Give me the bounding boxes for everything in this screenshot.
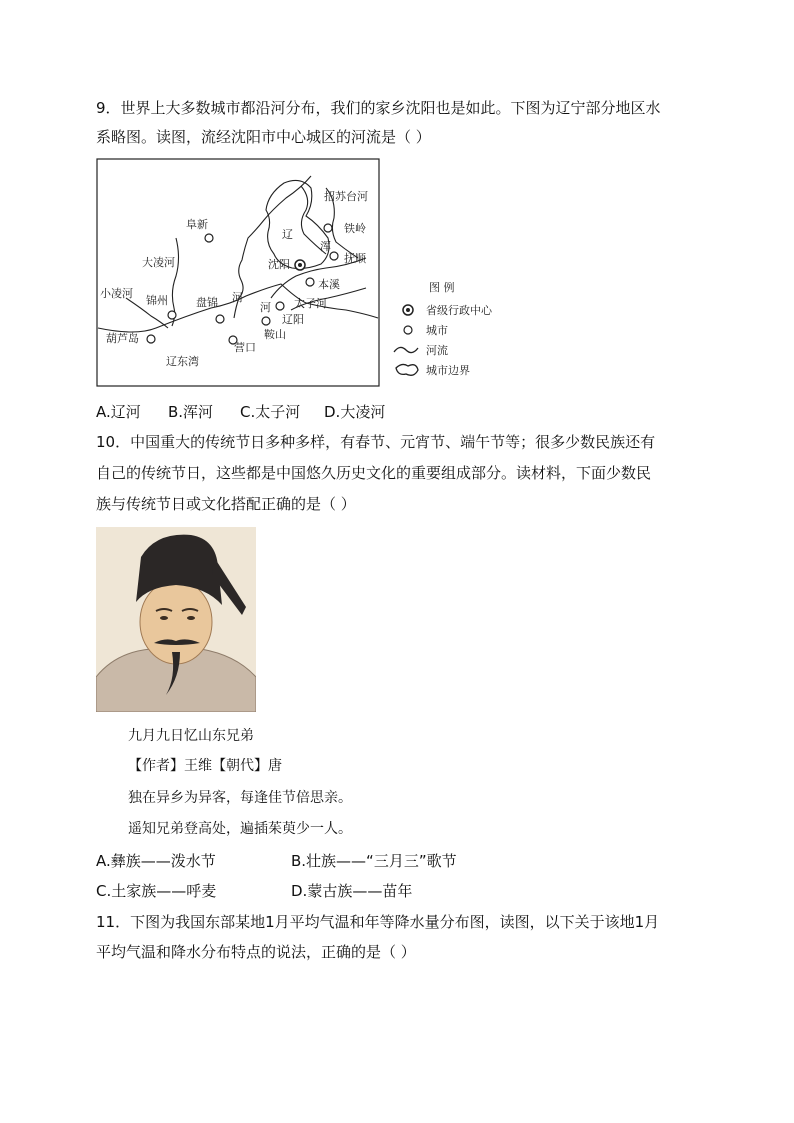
q10-option-d: D.蒙古族——苗年 [291,882,413,900]
legend-river: 河流 [426,344,448,357]
label-panjin: 盘锦 [196,296,218,309]
q9-option-a: A.辽河 [96,403,141,421]
label-jinzhou: 锦州 [146,294,168,307]
q10-option-c: C.土家族——呼麦 [96,882,217,900]
legend-boundary: 城市边界 [426,364,470,377]
label-fuxin: 阜新 [186,218,208,231]
legend-city: 城市 [426,324,448,337]
liaoning-river-map [96,158,508,388]
label-zhaosutai: 招苏台河 [324,190,368,203]
q10-option-b: B.壮族——“三月三”歌节 [291,852,457,870]
label-dalinghe: 大凌河 [142,256,175,269]
label-shenyang: 沈阳 [268,258,290,271]
label-taizihe: 太子河 [294,297,327,310]
q9-text-line2: 系略图。读图，流经沈阳市中心城区的河流是（ ） [96,128,431,146]
city-fushun [330,252,338,260]
city-fuxin [205,234,213,242]
poem-author: 【作者】王维【朝代】唐 [128,758,282,774]
label-yingkou: 营口 [234,341,256,354]
label-benxi: 本溪 [318,278,340,291]
label-anshan: 鞍山 [264,328,286,341]
q10-option-a: A.彝族——泼水节 [96,852,216,870]
q10-text-line2: 自己的传统节日，这些都是中国悠久历史文化的重要组成部分。读材料，下面少数民 [96,464,652,482]
legend-title: 图 例 [429,281,455,294]
q10-text-line3: 族与传统节日或文化搭配正确的是（ ） [96,495,356,513]
q10-options-row1 [96,851,457,871]
label-xiaolinghe: 小凌河 [100,287,133,300]
city-benxi [306,278,314,286]
q10-options-row2 [96,881,412,901]
q9-option-b: B.浑河 [168,403,214,421]
label-huludao: 葫芦岛 [106,332,139,345]
label-fushun: 抚顺 [344,252,366,265]
city-anshan [262,317,270,325]
poem-verse-2: 遥知兄弟登高处，遍插茱萸少一人。 [128,821,352,837]
label-tieling: 铁岭 [344,222,366,235]
city-huludao [147,335,155,343]
city-tieling [324,224,332,232]
label-he: 河 [232,291,243,304]
label-hun: 浑 [320,240,331,253]
poem-title: 九月九日忆山东兄弟 [128,728,254,744]
city-liaoyang [276,302,284,310]
label-liaoyang: 辽阳 [282,313,304,326]
label-he2: 河 [260,301,271,314]
q9-options [96,402,385,422]
q9-text-line1: 9．世界上大多数城市都沿河分布，我们的家乡沈阳也是如此。下图为辽宁部分地区水 [96,99,661,117]
map-legend [394,280,493,377]
legend-capital: 省级行政中心 [426,304,492,317]
label-liao: 辽 [282,228,293,241]
q10-text-line1: 10．中国重大的传统节日多种多样，有春节、元宵节、端午节等；很多少数民族还有 [96,433,656,451]
city-panjin [216,315,224,323]
poem-verse-1: 独在异乡为异客，每逢佳节倍思亲。 [128,790,352,806]
q9-option-c: C.太子河 [240,403,301,421]
q11-text-line1: 11．下图为我国东部某地1月平均气温和年等降水量分布图，读图，以下关于该地1月 [96,913,660,931]
wangwei-portrait [96,527,256,712]
city-jinzhou [168,311,176,319]
label-liaodongwan: 辽东湾 [166,355,199,368]
q9-option-d: D.大凌河 [324,403,386,421]
q11-text-line2: 平均气温和降水分布特点的说法，正确的是（ ） [96,943,416,961]
